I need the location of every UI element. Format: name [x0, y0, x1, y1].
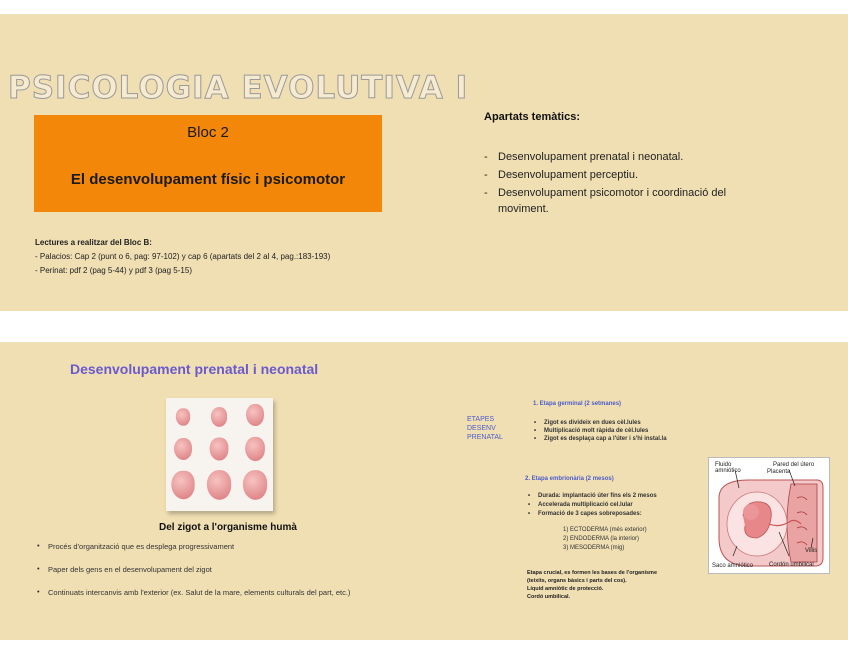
topics-list — [484, 149, 774, 219]
summary-line: Líquid amniòtic de protecció. — [527, 586, 604, 592]
readings-block — [35, 236, 330, 278]
reading-item: - Perinat: pdf 2 (pag 5-44) y pdf 3 (pag 5-15) — [35, 266, 192, 275]
embryonic-stage-heading: 2. Etapa embrionària (2 mesos) — [525, 476, 614, 482]
embryonic-item: • Durada: implantació úter fins els 2 mesos — [526, 492, 657, 501]
embryo-image — [243, 470, 267, 500]
germinal-item: • Zigot es divideix en dues cèl.lules — [532, 419, 667, 427]
label-amniotic-sac: Saco amniótico — [712, 563, 754, 569]
bullet-item: • Paper dels gens en el desenvolupament del zigot — [34, 565, 350, 588]
embryo-image — [210, 437, 229, 460]
development-bullets — [34, 542, 350, 611]
embryonic-summary — [527, 569, 657, 601]
topics-heading: Apartats temàtics: — [484, 111, 580, 123]
embryo-image — [207, 470, 231, 500]
germinal-item: • Zigot es desplaça cap a l'úter i s'hi instal.la — [532, 435, 667, 443]
uterus-diagram — [708, 457, 830, 574]
stages-label-line: ETAPES — [467, 416, 495, 423]
bloc-label: Bloc 2 — [187, 124, 229, 141]
prenatal-stages-label — [467, 415, 503, 442]
embryo-image — [174, 438, 192, 460]
bloc-title-box — [34, 115, 382, 212]
bullet-item: • Procés d'organització que es desplega progressivament — [34, 542, 350, 565]
embryonic-stage-list — [526, 492, 657, 519]
embryonic-item: • Accelerada multiplicació cel.lular — [526, 501, 657, 510]
topic-item: - Desenvolupament psicomotor i coordinació del moviment. — [484, 185, 774, 217]
bullet-item: • Continuats intercanvis amb l'exterior (ex. Salut de la mare, elements culturals del part, etc.) — [34, 588, 350, 611]
embryo-image — [246, 404, 264, 426]
germ-layers — [563, 526, 647, 553]
embryo-image — [171, 471, 194, 500]
stages-label-line: DESENV — [467, 425, 496, 432]
embryo-image — [211, 407, 227, 427]
topic-item: - Desenvolupament prenatal i neonatal. — [484, 149, 774, 165]
label-uterus-wall: Pared del útero — [773, 462, 815, 468]
topic-item: - Desenvolupament perceptiu. — [484, 167, 774, 183]
reading-item: - Palacios: Cap 2 (punt o 6, pag: 97-102) y cap 6 (apartats del 2 al 4, pag.:183-193) — [35, 252, 331, 261]
layer-item: 3) MESODERMA (mig) — [563, 545, 625, 551]
label-amniotic-fluid: Fluido amniótico — [715, 462, 741, 474]
image-caption: Del zigot a l'organisme humà — [159, 522, 297, 533]
slide-2 — [0, 342, 848, 640]
uterus-illustration — [709, 458, 829, 573]
slide-title: Desenvolupament prenatal i neonatal — [70, 361, 319, 377]
germinal-stage-heading: 1. Etapa germinal (2 setmanes) — [533, 401, 622, 407]
embryonic-item: • Formació de 3 capes sobreposades: — [526, 510, 657, 519]
stages-label-line: PRENATAL — [467, 434, 503, 441]
label-umbilical-cord: Cordón umbilical — [769, 562, 814, 568]
summary-line: Cordó umbilical. — [527, 594, 571, 600]
summary-line: Etapa crucial, es formen les bases de l'organisme — [527, 570, 658, 576]
embryo-image — [176, 408, 190, 426]
course-title: PSICOLOGIA EVOLUTIVA I — [8, 70, 469, 106]
bloc-subtitle: El desenvolupament físic i psicomotor — [70, 171, 346, 188]
layer-item: 1) ECTODERMA (més exterior) — [563, 527, 647, 533]
readings-heading: Lectures a realitzar del Bloc B: — [35, 238, 152, 247]
embryo-stages-image — [166, 398, 273, 511]
embryo-image — [245, 437, 265, 461]
slide-1 — [0, 14, 848, 311]
summary-line: (teixits, organs bàsics i parts del cos). — [527, 578, 627, 584]
germinal-item: • Multiplicació molt ràpida de cèl.lules — [532, 427, 667, 435]
germinal-stage-list — [532, 419, 667, 443]
layer-item: 2) ENDODERMA (la interior) — [563, 536, 640, 542]
label-villi: Villis — [805, 548, 818, 554]
label-placenta: Placenta — [767, 469, 791, 475]
